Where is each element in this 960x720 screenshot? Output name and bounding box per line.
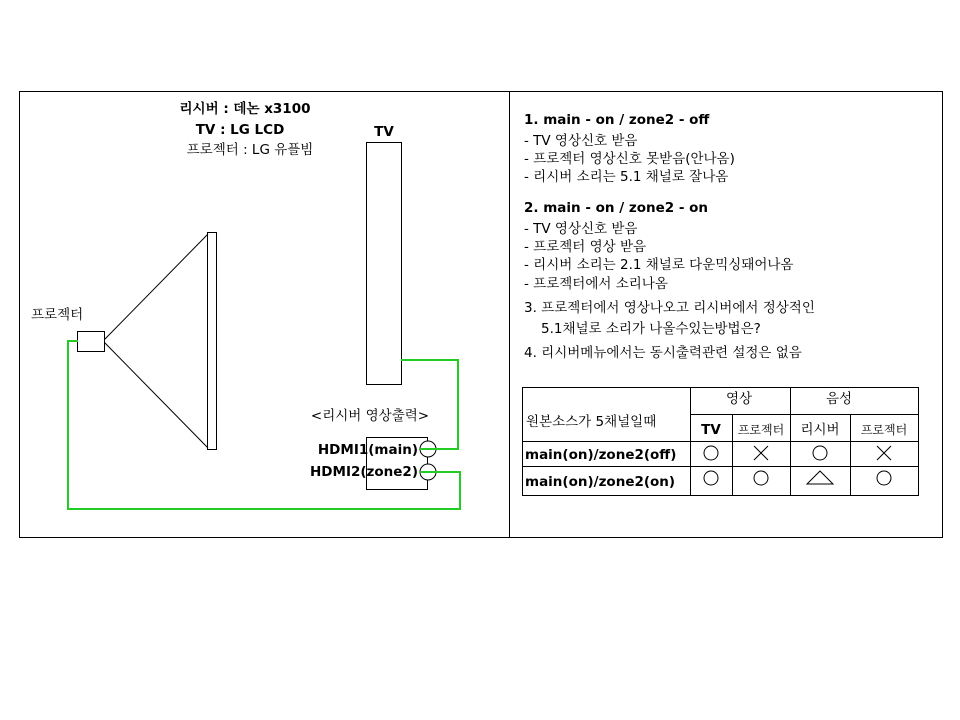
triangle-mark-icon bbox=[807, 471, 833, 484]
circle-mark-icon bbox=[754, 471, 768, 485]
circle-mark-icon bbox=[813, 446, 827, 460]
table-row-header: 원본소스가 5채널일때 bbox=[526, 414, 657, 430]
note2-line: - 프로젝터 영상 받음 bbox=[524, 239, 647, 255]
hdmi2-label: HDMI2(zone2) bbox=[310, 464, 418, 480]
header-tv: TV : LG LCD bbox=[195, 122, 285, 138]
header-receiver: 리시버 : 데논 x3100 bbox=[179, 101, 311, 117]
header-projector: 프로젝터 : LG 유플빔 bbox=[186, 142, 314, 158]
note2-line: - TV 영상신호 받음 bbox=[524, 221, 638, 237]
receiver-output-title: <리시버 영상출력> bbox=[310, 408, 430, 424]
table-row-label: main(on)/zone2(off) bbox=[525, 447, 677, 463]
projector-device bbox=[78, 332, 105, 352]
table-group-audio: 음성 bbox=[825, 391, 853, 407]
note2-line: - 프로젝터에서 소리나옴 bbox=[524, 276, 668, 292]
hdmi1-cable-to-tv bbox=[401, 360, 458, 449]
note2-title: 2. main - on / zone2 - on bbox=[524, 200, 709, 216]
note4: 4. 리시버메뉴에서는 동시출력관련 설정은 없음 bbox=[524, 345, 802, 361]
projection-beam-bottom bbox=[104, 342, 208, 448]
tv-label: TV bbox=[374, 124, 394, 140]
table-column-header: 프로젝터 bbox=[737, 423, 785, 437]
x-mark-icon bbox=[754, 446, 768, 460]
note1-title: 1. main - on / zone2 - off bbox=[524, 112, 710, 128]
circle-mark-icon bbox=[704, 446, 718, 460]
note1-line: - TV 영상신호 받음 bbox=[524, 133, 638, 149]
projection-beam-top bbox=[104, 234, 208, 340]
table-row-label: main(on)/zone2(on) bbox=[525, 474, 676, 490]
circle-mark-icon bbox=[704, 471, 718, 485]
table-column-header: TV bbox=[701, 422, 721, 438]
circle-mark-icon bbox=[877, 471, 891, 485]
table-column-header: 리시버 bbox=[800, 422, 840, 438]
note1-line: - 리시버 소리는 5.1 채널로 잘나옴 bbox=[524, 169, 729, 185]
projection-screen bbox=[208, 233, 217, 450]
question-line1: 3. 프로젝터에서 영상나오고 리시버에서 정상적인 bbox=[524, 300, 815, 316]
note1-line: - 프로젝터 영상신호 못받음(안나옴) bbox=[524, 151, 735, 167]
table-group-video: 영상 bbox=[725, 391, 753, 407]
question-line2: 5.1채널로 소리가 나올수있는방법은? bbox=[541, 321, 761, 337]
tv-screen bbox=[367, 143, 402, 385]
hdmi1-label: HDMI1(main) bbox=[317, 442, 418, 458]
table-column-header: 프로젝터 bbox=[860, 423, 908, 437]
x-mark-icon bbox=[877, 446, 891, 460]
note2-line: - 리시버 소리는 2.1 채널로 다운믹싱돼어나옴 bbox=[524, 257, 794, 273]
projector-label: 프로젝터 bbox=[31, 307, 84, 323]
